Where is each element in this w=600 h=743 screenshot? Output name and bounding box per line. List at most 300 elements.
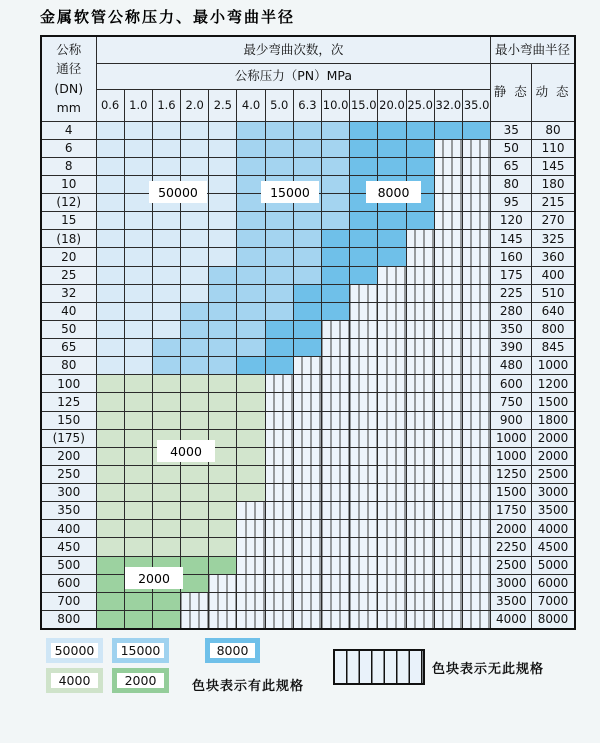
- spec-cell: [293, 447, 321, 465]
- spec-cell: [350, 139, 378, 157]
- spec-cell: [124, 375, 152, 393]
- spec-cell: [406, 411, 434, 429]
- spec-cell: [322, 212, 350, 230]
- table-row: [41, 411, 575, 429]
- spec-cell: [350, 484, 378, 502]
- spec-cell: [462, 484, 490, 502]
- spec-cell: [293, 556, 321, 574]
- spec-cell: [237, 320, 265, 338]
- spec-cell: [265, 230, 293, 248]
- spec-cell: [124, 339, 152, 357]
- static-cell: 35: [491, 121, 532, 139]
- spec-cell: [265, 375, 293, 393]
- spec-cell: [265, 302, 293, 320]
- header-pressure: 公称压力（PN）MPa: [96, 63, 491, 89]
- spec-cell: [434, 502, 462, 520]
- dynamic-cell: 800: [532, 320, 575, 338]
- spec-cell: [293, 212, 321, 230]
- spec-cell: [378, 375, 406, 393]
- dynamic-cell: 7000: [532, 592, 575, 610]
- spec-cell: [152, 592, 180, 610]
- spec-cell: [209, 610, 237, 628]
- dn-cell: 50: [41, 320, 96, 338]
- spec-cell: [265, 429, 293, 447]
- dynamic-cell: 180: [532, 175, 575, 193]
- dynamic-cell: 360: [532, 248, 575, 266]
- spec-cell: [152, 375, 180, 393]
- spec-cell: [350, 592, 378, 610]
- spec-cell: [406, 248, 434, 266]
- spec-cell: [124, 139, 152, 157]
- spec-cell: [237, 121, 265, 139]
- spec-cell: [237, 393, 265, 411]
- legend-swatch-8000: [205, 638, 260, 663]
- dn-cell: 200: [41, 447, 96, 465]
- spec-cell: [181, 320, 209, 338]
- table-row: [41, 284, 575, 302]
- spec-cell: [434, 320, 462, 338]
- spec-cell: [96, 447, 124, 465]
- spec-cell: [293, 266, 321, 284]
- spec-cell: [152, 357, 180, 375]
- static-cell: 350: [491, 320, 532, 338]
- spec-cell: [96, 230, 124, 248]
- spec-cell: [96, 175, 124, 193]
- spec-cell: [406, 429, 434, 447]
- spec-cell: [209, 121, 237, 139]
- static-cell: 2500: [491, 556, 532, 574]
- dn-cell: 250: [41, 465, 96, 483]
- dn-cell: 4: [41, 121, 96, 139]
- spec-cell: [462, 520, 490, 538]
- spec-cell: [406, 139, 434, 157]
- spec-cell: [462, 339, 490, 357]
- spec-cell: [265, 266, 293, 284]
- spec-cell: [124, 447, 152, 465]
- spec-cell: [322, 556, 350, 574]
- dynamic-cell: 145: [532, 157, 575, 175]
- table-row: [41, 212, 575, 230]
- spec-cell: [152, 520, 180, 538]
- spec-cell: [378, 266, 406, 284]
- header-dn-line: 公称: [56, 42, 82, 57]
- static-cell: 280: [491, 302, 532, 320]
- spec-cell: [237, 484, 265, 502]
- spec-cell: [152, 393, 180, 411]
- header-pn-1.6: 1.6: [152, 89, 180, 121]
- spec-cell: [378, 139, 406, 157]
- header-pn-10.0: 10.0: [322, 89, 350, 121]
- spec-cell: [462, 266, 490, 284]
- static-cell: 480: [491, 357, 532, 375]
- dn-cell: 600: [41, 574, 96, 592]
- spec-cell: [209, 248, 237, 266]
- dn-cell: 6: [41, 139, 96, 157]
- spec-cell: [293, 592, 321, 610]
- spec-cell: [96, 121, 124, 139]
- spec-cell: [322, 248, 350, 266]
- spec-cell: [265, 320, 293, 338]
- spec-cell: [322, 574, 350, 592]
- spec-cell: [406, 574, 434, 592]
- table-row: [41, 574, 575, 592]
- spec-cell: [152, 610, 180, 628]
- spec-cell: [124, 248, 152, 266]
- spec-cell: [237, 556, 265, 574]
- spec-cell: [378, 230, 406, 248]
- spec-cell: [181, 339, 209, 357]
- spec-cell: [96, 393, 124, 411]
- spec-cell: [265, 520, 293, 538]
- spec-cell: [265, 284, 293, 302]
- spec-cell: [181, 248, 209, 266]
- spec-cell: [96, 484, 124, 502]
- spec-cell: [96, 266, 124, 284]
- dynamic-cell: 1000: [532, 357, 575, 375]
- spec-cell: [96, 502, 124, 520]
- static-cell: 80: [491, 175, 532, 193]
- spec-cell: [181, 139, 209, 157]
- table-row: [41, 266, 575, 284]
- header-static: 静 态: [491, 63, 532, 121]
- spec-cell: [265, 248, 293, 266]
- spec-cell: [152, 339, 180, 357]
- dn-cell: 700: [41, 592, 96, 610]
- spec-cell: [96, 429, 124, 447]
- dn-cell: 100: [41, 375, 96, 393]
- dynamic-cell: 1500: [532, 393, 575, 411]
- spec-cell: [237, 465, 265, 483]
- header-dynamic: 动 态: [532, 63, 575, 121]
- spec-cell: [434, 610, 462, 628]
- dn-cell: 40: [41, 302, 96, 320]
- spec-cell: [322, 230, 350, 248]
- spec-cell: [265, 139, 293, 157]
- page-title: 金属软管公称压力、最小弯曲半径: [40, 8, 296, 26]
- header-pn-25.0: 25.0: [406, 89, 434, 121]
- spec-cell: [265, 556, 293, 574]
- spec-cell: [322, 502, 350, 520]
- spec-cell: [237, 230, 265, 248]
- zone-label-8000: 8000: [366, 181, 421, 203]
- spec-cell: [322, 520, 350, 538]
- spec-cell: [293, 248, 321, 266]
- spec-cell: [434, 339, 462, 357]
- spec-cell: [152, 230, 180, 248]
- spec-cell: [293, 393, 321, 411]
- spec-cell: [350, 447, 378, 465]
- spec-cell: [124, 502, 152, 520]
- spec-cell: [350, 339, 378, 357]
- spec-cell: [462, 538, 490, 556]
- spec-cell: [181, 538, 209, 556]
- spec-cell: [293, 139, 321, 157]
- spec-cell: [265, 592, 293, 610]
- static-cell: 3000: [491, 574, 532, 592]
- spec-cell: [181, 393, 209, 411]
- spec-cell: [124, 393, 152, 411]
- spec-cell: [350, 212, 378, 230]
- dynamic-cell: 1200: [532, 375, 575, 393]
- spec-cell: [378, 538, 406, 556]
- spec-cell: [322, 320, 350, 338]
- dynamic-cell: 270: [532, 212, 575, 230]
- spec-cell: [322, 339, 350, 357]
- static-cell: 65: [491, 157, 532, 175]
- table-row: [41, 302, 575, 320]
- spec-cell: [406, 375, 434, 393]
- spec-cell: [124, 411, 152, 429]
- static-cell: 2250: [491, 538, 532, 556]
- spec-cell: [322, 375, 350, 393]
- spec-cell: [124, 465, 152, 483]
- spec-cell: [96, 194, 124, 212]
- spec-cell: [96, 574, 124, 592]
- spec-cell: [434, 411, 462, 429]
- dn-cell: (12): [41, 194, 96, 212]
- spec-cell: [209, 411, 237, 429]
- table-row: [41, 339, 575, 357]
- spec-cell: [462, 393, 490, 411]
- spec-cell: [434, 447, 462, 465]
- spec-cell: [378, 447, 406, 465]
- legend-label-15000: 15000: [120, 643, 161, 658]
- spec-cell: [293, 230, 321, 248]
- dynamic-cell: 640: [532, 302, 575, 320]
- legend-label-50000: 50000: [54, 643, 95, 658]
- spec-cell: [237, 520, 265, 538]
- spec-cell: [350, 610, 378, 628]
- dn-cell: 450: [41, 538, 96, 556]
- spec-cell: [209, 194, 237, 212]
- spec-cell: [462, 284, 490, 302]
- spec-cell: [378, 339, 406, 357]
- dynamic-cell: 80: [532, 121, 575, 139]
- spec-cell: [434, 484, 462, 502]
- spec-cell: [293, 574, 321, 592]
- spec-cell: [124, 357, 152, 375]
- spec-cell: [181, 520, 209, 538]
- table-row: [41, 320, 575, 338]
- spec-cell: [350, 357, 378, 375]
- dynamic-cell: 4500: [532, 538, 575, 556]
- spec-cell: [378, 212, 406, 230]
- spec-cell: [462, 375, 490, 393]
- spec-cell: [181, 357, 209, 375]
- spec-cell: [350, 248, 378, 266]
- spec-cell: [209, 157, 237, 175]
- spec-cell: [378, 411, 406, 429]
- spec-cell: [406, 592, 434, 610]
- spec-cell: [265, 157, 293, 175]
- spec-cell: [181, 465, 209, 483]
- spec-cell: [406, 393, 434, 411]
- header-cycles: 最少弯曲次数，次: [96, 36, 491, 63]
- spec-cell: [406, 447, 434, 465]
- spec-cell: [434, 194, 462, 212]
- zone-label-4000: 4000: [157, 440, 215, 462]
- spec-cell: [237, 357, 265, 375]
- spec-cell: [209, 502, 237, 520]
- spec-cell: [96, 320, 124, 338]
- table-row: [41, 520, 575, 538]
- spec-cell: [209, 302, 237, 320]
- zone-label-15000: 15000: [261, 181, 319, 203]
- spec-cell: [434, 157, 462, 175]
- dn-cell: 500: [41, 556, 96, 574]
- spec-cell: [350, 393, 378, 411]
- static-cell: 120: [491, 212, 532, 230]
- legend-label-2000: 2000: [124, 673, 157, 688]
- spec-cell: [96, 592, 124, 610]
- static-cell: 145: [491, 230, 532, 248]
- table-row: [41, 465, 575, 483]
- spec-cell: [322, 266, 350, 284]
- spec-cell: [350, 266, 378, 284]
- legend-has-spec-text: 色块表示有此规格: [192, 679, 305, 694]
- spec-cell: [181, 610, 209, 628]
- legend-label-8000: 8000: [216, 643, 249, 658]
- spec-cell: [265, 502, 293, 520]
- spec-cell: [237, 447, 265, 465]
- spec-cell: [293, 121, 321, 139]
- spec-cell: [406, 157, 434, 175]
- spec-cell: [209, 339, 237, 357]
- spec-cell: [462, 447, 490, 465]
- header-pn-4.0: 4.0: [237, 89, 265, 121]
- spec-cell: [406, 520, 434, 538]
- dn-cell: 10: [41, 175, 96, 193]
- spec-cell: [237, 375, 265, 393]
- table-row: [41, 248, 575, 266]
- spec-cell: [462, 574, 490, 592]
- spec-cell: [96, 339, 124, 357]
- spec-cell: [124, 610, 152, 628]
- spec-cell: [406, 266, 434, 284]
- spec-cell: [124, 121, 152, 139]
- legend-swatch-4000: [46, 668, 103, 693]
- spec-cell: [406, 357, 434, 375]
- dynamic-cell: 325: [532, 230, 575, 248]
- spec-cell: [237, 574, 265, 592]
- header-pn-35.0: 35.0: [462, 89, 490, 121]
- header-dn-line: 通径: [56, 61, 82, 77]
- dn-cell: 350: [41, 502, 96, 520]
- header-pn-5.0: 5.0: [265, 89, 293, 121]
- dynamic-cell: 110: [532, 139, 575, 157]
- static-cell: 95: [491, 194, 532, 212]
- header-dn-line: mm: [56, 100, 81, 116]
- spec-cell: [237, 411, 265, 429]
- dynamic-cell: 2000: [532, 447, 575, 465]
- static-cell: 900: [491, 411, 532, 429]
- static-cell: 3500: [491, 592, 532, 610]
- spec-cell: [237, 592, 265, 610]
- spec-cell: [434, 212, 462, 230]
- spec-cell: [209, 139, 237, 157]
- spec-cell: [322, 302, 350, 320]
- spec-cell: [462, 610, 490, 628]
- spec-cell: [378, 592, 406, 610]
- spec-cell: [406, 339, 434, 357]
- spec-cell: [124, 157, 152, 175]
- spec-cell: [96, 302, 124, 320]
- dynamic-cell: 4000: [532, 520, 575, 538]
- dn-cell: 300: [41, 484, 96, 502]
- dynamic-cell: 510: [532, 284, 575, 302]
- table-row: [41, 556, 575, 574]
- spec-cell: [152, 139, 180, 157]
- table-row: [41, 357, 575, 375]
- spec-cell: [293, 375, 321, 393]
- spec-cell: [293, 484, 321, 502]
- spec-cell: [265, 484, 293, 502]
- spec-cell: [181, 411, 209, 429]
- spec-cell: [434, 302, 462, 320]
- table-row: [41, 429, 575, 447]
- table-row: [41, 538, 575, 556]
- spec-cell: [96, 465, 124, 483]
- spec-cell: [152, 538, 180, 556]
- table-row: [41, 157, 575, 175]
- spec-cell: [378, 520, 406, 538]
- spec-cell: [378, 248, 406, 266]
- spec-cell: [434, 266, 462, 284]
- spec-cell: [265, 393, 293, 411]
- header-radius: 最小弯曲半径: [491, 36, 575, 63]
- dynamic-cell: 5000: [532, 556, 575, 574]
- spec-cell: [96, 157, 124, 175]
- spec-cell: [181, 375, 209, 393]
- spec-cell: [378, 320, 406, 338]
- table-row: [41, 610, 575, 628]
- spec-cell: [293, 411, 321, 429]
- spec-cell: [265, 447, 293, 465]
- spec-cell: [293, 538, 321, 556]
- spec-cell: [152, 302, 180, 320]
- spec-cell: [462, 139, 490, 157]
- spec-cell: [434, 284, 462, 302]
- dynamic-cell: 3000: [532, 484, 575, 502]
- spec-cell: [434, 592, 462, 610]
- spec-cell: [181, 556, 209, 574]
- dn-cell: 15: [41, 212, 96, 230]
- spec-cell: [265, 538, 293, 556]
- spec-cell: [96, 556, 124, 574]
- spec-cell: [265, 574, 293, 592]
- legend-no-spec-text: 色块表示无此规格: [432, 662, 545, 677]
- spec-cell: [406, 538, 434, 556]
- spec-cell: [350, 574, 378, 592]
- spec-cell: [350, 502, 378, 520]
- spec-cell: [434, 429, 462, 447]
- header-pn-0.6: 0.6: [96, 89, 124, 121]
- table-row: [41, 447, 575, 465]
- spec-cell: [406, 556, 434, 574]
- spec-cell: [237, 284, 265, 302]
- spec-cell: [378, 284, 406, 302]
- spec-cell: [406, 121, 434, 139]
- spec-cell: [152, 157, 180, 175]
- spec-cell: [322, 592, 350, 610]
- dynamic-cell: 6000: [532, 574, 575, 592]
- spec-cell: [322, 284, 350, 302]
- spec-cell: [209, 484, 237, 502]
- static-cell: 175: [491, 266, 532, 284]
- spec-cell: [265, 411, 293, 429]
- spec-cell: [322, 465, 350, 483]
- spec-cell: [406, 320, 434, 338]
